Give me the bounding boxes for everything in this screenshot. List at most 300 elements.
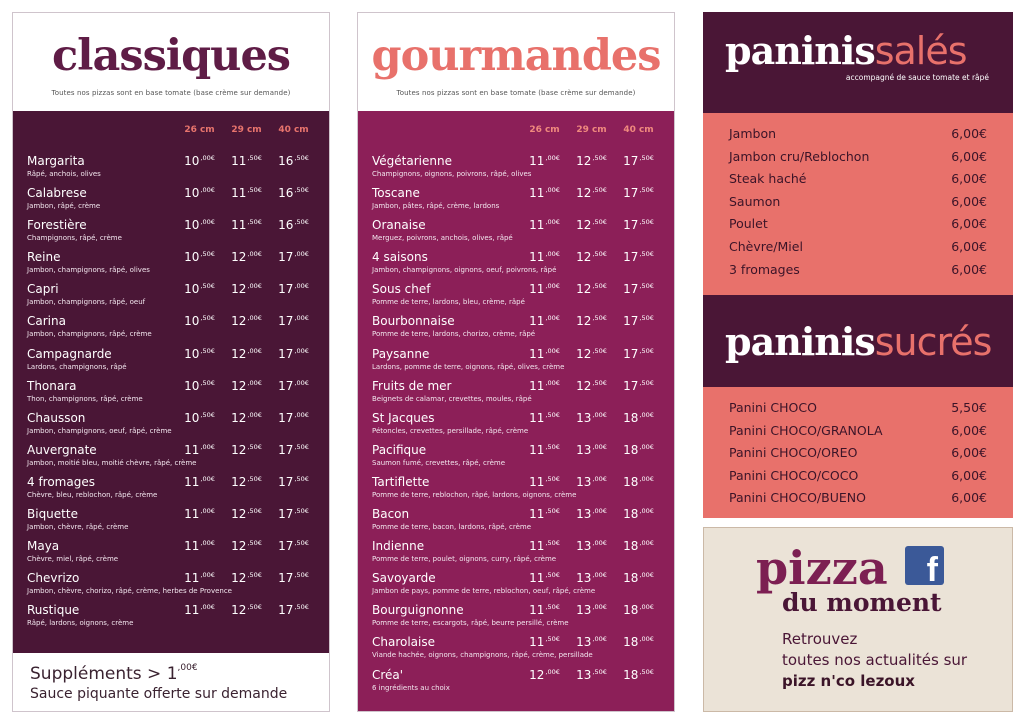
price-29cm [568,154,615,168]
item-name: Bourbonnaise [372,314,455,329]
price-26cm [176,282,223,296]
price-40cm [270,347,317,361]
menu-item [358,443,674,475]
item-name: Charolaise [372,635,436,650]
price-26cm [176,186,223,200]
price-cents: ,00€ [639,507,654,516]
price-euros: 13 [576,571,592,586]
item-prices [521,282,662,296]
menu-item [13,218,329,250]
panini-price: 6,00€ [951,422,987,438]
menu-item [13,507,329,539]
paninis-word: paninis [725,28,875,73]
item-ingredients: Pomme de terre, lardons, chorizo, crème, râpé [372,330,536,339]
price-40cm [615,218,662,232]
price-cents: ,50€ [294,507,309,516]
price-cents: ,50€ [592,346,607,355]
sales-word: salés [874,29,967,73]
price-cents: ,50€ [200,346,215,355]
gourmandes-header [358,13,674,111]
price-cents: ,50€ [639,218,654,227]
item-prices [176,475,317,489]
price-cents: ,00€ [592,571,607,580]
price-29cm [223,571,270,585]
panini-item [729,490,987,513]
price-29cm [568,282,615,296]
gourmandes-subtitle: Toutes nos pizzas sont en base tomate (base crème sur demande) [396,89,636,97]
price-euros: 11 [184,571,200,586]
item-prices [176,218,317,232]
classiques-header [13,13,329,111]
price-euros: 12 [231,474,247,489]
menu-item [358,411,674,443]
size-26: 26 cm [184,125,215,135]
price-40cm [270,250,317,264]
price-euros: 18 [623,410,639,425]
price-26cm [521,475,568,489]
price-euros: 16 [278,218,294,233]
price-cents: ,50€ [592,378,607,387]
price-26cm [521,571,568,585]
price-euros: 18 [623,474,639,489]
price-26cm [176,314,223,328]
item-name: Pacifique [372,442,427,457]
price-cents: ,50€ [200,250,215,259]
item-name: Sous chef [372,282,431,297]
paninis-sales-subtitle: accompagné de sauce tomate et râpé [845,73,989,82]
price-euros: 12 [576,154,592,168]
price-euros: 12 [576,250,592,265]
price-euros: 11 [529,442,545,457]
panini-item [729,262,987,285]
price-40cm [615,411,662,425]
price-cents: ,00€ [545,154,560,162]
panini-price: 6,00€ [951,261,987,277]
price-cents: ,00€ [200,507,215,516]
price-euros: 13 [576,410,592,425]
price-40cm [615,154,662,168]
price-cents: ,50€ [247,442,262,451]
price-euros: 17 [278,250,294,265]
price-euros: 18 [623,571,639,586]
item-ingredients: Râpé, lardons, oignons, crème [27,619,134,628]
item-prices [521,475,662,489]
price-euros: 11 [231,186,247,201]
price-euros: 11 [529,474,545,489]
price-cents: ,50€ [247,154,262,162]
price-cents: ,50€ [247,186,262,195]
price-cents: ,00€ [639,603,654,612]
panini-price: 6,00€ [951,148,987,164]
price-40cm [270,379,317,393]
item-name: Fruits de mer [372,378,452,393]
price-cents: ,00€ [592,635,607,644]
item-name: Campagnarde [27,346,112,361]
item-prices [521,507,662,521]
panini-name: Jambon cru/Reblochon [729,148,870,164]
price-29cm [223,154,270,168]
price-cents: ,00€ [545,282,560,291]
price-cents: ,50€ [247,571,262,580]
price-cents: ,00€ [247,250,262,259]
news-line-2: toutes nos actualités sur [782,651,968,669]
price-26cm [176,571,223,585]
price-29cm [568,571,615,585]
item-ingredients: Chèvre, miel, râpé, crème [27,555,119,564]
price-26cm [176,379,223,393]
menu-item [358,603,674,635]
price-cents: ,50€ [200,314,215,323]
menu-item [13,186,329,218]
price-cents: ,50€ [592,218,607,227]
price-40cm [270,507,317,521]
item-prices [176,443,317,457]
price-euros: 10 [184,378,200,393]
price-cents: ,00€ [545,667,560,676]
item-ingredients: Champignons, oignons, poivrons, râpé, olives [372,170,532,178]
item-ingredients: Jambon, champignons, oeuf, râpé, crème [27,426,172,435]
menu-item [358,250,674,282]
price-26cm [521,347,568,361]
price-euros: 11 [529,314,545,329]
price-cents: ,00€ [639,539,654,548]
price-29cm [223,347,270,361]
panini-item [729,423,987,446]
price-euros: 12 [576,346,592,361]
item-ingredients: Beignets de calamar, crevettes, moules, râpé [372,394,532,403]
size-40: 40 cm [623,125,654,135]
panini-name: Panini CHOCO/GRANOLA [729,422,883,438]
item-prices [521,154,662,168]
price-cents: ,50€ [200,410,215,419]
price-euros: 12 [231,539,247,554]
facebook-icon[interactable]: f [905,546,944,585]
item-prices [176,282,317,296]
price-euros: 12 [231,250,247,265]
price-cents: ,50€ [545,442,560,451]
price-euros: 17 [278,507,294,522]
panini-name: Panini CHOCO [729,400,817,415]
price-29cm [223,603,270,617]
paninis-sales-list [703,113,1013,295]
size-columns [358,125,674,139]
price-euros: 11 [184,474,200,489]
item-prices [521,668,662,682]
price-euros: 12 [576,282,592,297]
price-29cm [223,475,270,489]
price-euros: 11 [231,154,247,168]
price-29cm [568,379,615,393]
price-euros: 17 [623,186,639,201]
price-cents: ,00€ [294,410,309,419]
price-40cm [615,603,662,617]
price-cents: ,00€ [639,410,654,419]
item-prices [176,186,317,200]
price-euros: 17 [278,571,294,586]
price-euros: 17 [623,378,639,393]
price-cents: ,00€ [200,571,215,580]
price-euros: 10 [184,410,200,425]
menu-item [13,411,329,443]
paninis-sucres-header [703,295,1013,387]
item-name: 4 saisons [372,250,428,265]
price-26cm [176,218,223,232]
price-29cm [568,668,615,682]
panini-price: 5,50€ [951,400,987,415]
item-prices [521,603,662,617]
price-euros: 17 [278,282,294,297]
pizza-du-moment-card [703,527,1013,712]
price-cents: ,00€ [592,474,607,483]
price-cents: ,00€ [545,250,560,259]
price-40cm [615,250,662,264]
price-euros: 16 [278,154,294,168]
item-name: Savoyarde [372,571,436,586]
price-euros: 10 [184,250,200,265]
menu-item [358,668,674,700]
price-cents: ,50€ [639,250,654,259]
price-cents: ,00€ [545,218,560,227]
item-prices [176,379,317,393]
menu-item [13,282,329,314]
item-ingredients: Jambon, chèvre, râpé, crème [27,523,129,532]
price-cents: ,00€ [639,571,654,580]
menu-item [13,539,329,571]
price-29cm [568,314,615,328]
price-40cm [270,443,317,457]
panini-price: 6,00€ [951,238,987,254]
item-name: Reine [27,250,61,265]
price-euros: 13 [576,603,592,618]
item-prices [176,539,317,553]
price-40cm [615,379,662,393]
item-name: Chausson [27,410,86,425]
supplements-box [13,653,329,711]
menu-item [358,635,674,667]
price-euros: 10 [184,218,200,233]
item-name: Toscane [372,186,420,201]
menu-item [13,154,329,186]
price-40cm [615,635,662,649]
item-ingredients: Jambon, champignons, râpé, crème [27,330,152,339]
price-euros: 11 [184,539,200,554]
price-cents: ,00€ [200,218,215,227]
item-name: Carina [27,314,66,329]
paninis-sales-title [725,30,1013,72]
panini-price: 6,00€ [951,171,987,187]
price-26cm [176,250,223,264]
price-cents: ,00€ [200,539,215,548]
item-prices [521,218,662,232]
item-name: Tartiflette [372,474,430,489]
price-40cm [270,603,317,617]
price-29cm [223,539,270,553]
price-26cm [176,603,223,617]
price-cents: ,00€ [200,442,215,451]
item-name: Forestière [27,218,87,233]
item-prices [521,635,662,649]
item-name: 4 fromages [27,474,95,489]
price-cents: ,50€ [545,507,560,516]
menu-item [358,475,674,507]
price-cents: ,50€ [247,507,262,516]
price-26cm [521,218,568,232]
item-ingredients: Champignons, râpé, crème [27,234,122,243]
price-euros: 12 [231,410,247,425]
price-29cm [568,603,615,617]
price-40cm [270,154,317,168]
price-40cm [270,314,317,328]
paninis-sales-header [703,12,1013,113]
item-ingredients: Jambon, champignons, râpé, olives [27,266,150,275]
price-cents: ,00€ [545,378,560,387]
item-ingredients: Merguez, poivrons, anchois, olives, râpé [372,234,513,243]
size-40: 40 cm [278,125,309,135]
price-cents: ,00€ [247,282,262,291]
price-26cm [521,154,568,168]
price-euros: 10 [184,314,200,329]
item-name: Bourguignonne [372,603,464,618]
facebook-page-name[interactable]: pizz n'co lezoux [782,672,915,690]
price-euros: 10 [184,154,200,168]
panini-name: 3 fromages [729,261,800,277]
paninis-sucres-list [703,387,1013,518]
price-euros: 17 [623,250,639,265]
item-ingredients: Chèvre, bleu, reblochon, râpé, crème [27,490,158,499]
price-40cm [270,571,317,585]
price-euros: 11 [529,507,545,522]
price-euros: 17 [623,154,639,168]
paninis-sucres-title [725,321,1013,363]
price-cents: ,50€ [639,314,654,323]
price-cents: ,00€ [200,474,215,483]
item-name: Chevrizo [27,571,80,586]
panini-item [729,149,987,172]
panini-price: 6,00€ [951,216,987,232]
panini-item [729,400,987,423]
menu-item [13,443,329,475]
price-euros: 10 [184,186,200,201]
item-prices [176,507,317,521]
item-ingredients: Jambon, râpé, crème [27,202,101,211]
item-ingredients: Jambon, champignons, oignons, oeuf, poivrons, râpé [372,266,557,275]
price-euros: 12 [231,282,247,297]
price-euros: 12 [231,507,247,522]
price-euros: 11 [184,442,200,457]
price-cents: ,50€ [545,410,560,419]
gourmandes-list [358,111,674,711]
price-euros: 11 [184,603,200,618]
price-29cm [223,218,270,232]
price-cents: ,00€ [545,346,560,355]
du-moment-subtitle: du moment [782,588,942,617]
gourmandes-menu-panel [357,12,675,712]
price-40cm [615,314,662,328]
price-40cm [615,539,662,553]
price-29cm [223,443,270,457]
item-prices [176,603,317,617]
item-ingredients: Pétoncles, crevettes, persillade, râpé, crème [372,426,529,435]
item-ingredients: Pomme de terre, escargots, râpé, beurre persillé, crème [372,619,569,628]
price-40cm [270,475,317,489]
price-cents: ,50€ [639,186,654,195]
price-cents: ,00€ [294,346,309,355]
item-name: Calabrese [27,186,87,201]
panini-price: 6,00€ [951,490,987,506]
price-euros: 18 [623,667,639,682]
item-prices [521,314,662,328]
price-40cm [615,507,662,521]
price-cents: ,00€ [294,250,309,259]
sauce-note: Sauce piquante offerte sur demande [30,686,288,702]
price-cents: ,50€ [592,314,607,323]
price-29cm [223,314,270,328]
item-name: Indienne [372,539,425,554]
news-line-1: Retrouvez [782,630,858,648]
price-euros: 11 [184,507,200,522]
price-euros: 11 [529,154,545,168]
price-euros: 13 [576,667,592,682]
price-26cm [176,475,223,489]
panini-price: 6,00€ [951,193,987,209]
item-name: Maya [27,539,60,554]
price-26cm [521,411,568,425]
price-26cm [521,186,568,200]
price-26cm [521,379,568,393]
price-euros: 13 [576,474,592,489]
item-ingredients: Jambon, pâtes, râpé, crème, lardons [372,202,500,211]
price-euros: 12 [231,314,247,329]
price-40cm [615,475,662,489]
price-euros: 17 [278,474,294,489]
price-cents: ,50€ [200,378,215,387]
price-cents: ,00€ [592,442,607,451]
item-ingredients: Lardons, champignons, râpé [27,362,127,371]
price-29cm [568,347,615,361]
item-prices [521,443,662,457]
price-cents: ,00€ [592,507,607,516]
menu-item [358,571,674,603]
price-euros: 18 [623,539,639,554]
price-26cm [521,507,568,521]
panini-name: Chèvre/Miel [729,238,803,254]
sucres-word: sucrés [874,320,992,364]
price-cents: ,50€ [639,346,654,355]
price-29cm [568,635,615,649]
price-cents: ,50€ [639,378,654,387]
price-40cm [615,347,662,361]
classiques-subtitle: Toutes nos pizzas sont en base tomate (base crème sur demande) [51,89,291,97]
price-cents: ,00€ [247,314,262,323]
price-cents: ,00€ [592,539,607,548]
panini-name: Steak haché [729,171,807,187]
price-cents: ,00€ [545,314,560,323]
price-cents: ,50€ [592,154,607,162]
menu-item [13,603,329,635]
price-26cm [521,282,568,296]
price-40cm [270,218,317,232]
item-ingredients: 6 ingrédients au choix [372,683,450,692]
price-cents: ,50€ [294,539,309,548]
price-40cm [270,539,317,553]
menu-item [13,314,329,346]
price-cents: ,50€ [294,154,309,162]
price-euros: 11 [529,218,545,233]
pizza-du-moment-title: pizza [756,541,888,595]
menu-item [358,314,674,346]
panini-item [729,171,987,194]
item-prices [176,347,317,361]
